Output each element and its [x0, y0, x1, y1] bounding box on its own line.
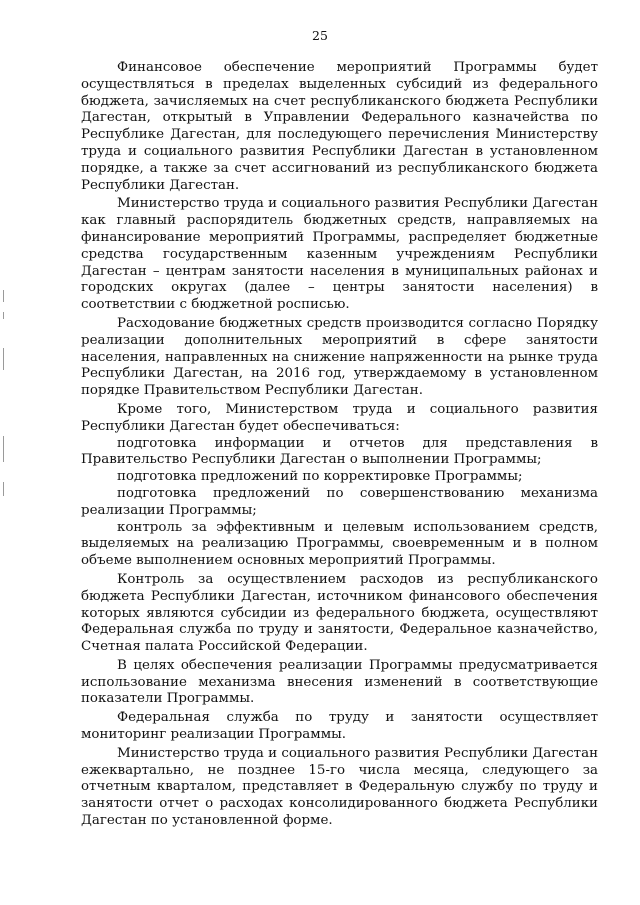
list-item: подготовка предложений по совершенствованию механизма реализации Программы;: [81, 485, 598, 518]
scan-edge-mark: [3, 348, 4, 370]
paragraph: Контроль за осуществлением расходов из республиканского бюджета Республики Дагестан, источником финансового обеспечения которых являются субсидии из федерального бюджета, осуществляют Федеральная служба по труду и занятости, Федеральное казначейство, Счетная палата Российской Федерации.: [81, 571, 598, 655]
paragraph: Министерство труда и социального развития Республики Дагестан ежеквартально, не позднее 15-го числа месяца, следующего за отчетным кварталом, представляет в Федеральную службу по труду и занятости отчет о расходах консолидированного бюджета Республики Дагестан по установленной форме.: [81, 745, 598, 829]
list-item: подготовка предложений по корректировке Программы;: [117, 469, 523, 485]
paragraph: Финансовое обеспечение мероприятий Программы будет осуществляться в пределах выделенных субсидий из федерального бюджета, зачисляемых на счет республиканского бюджета Республики Дагестан, открытый в Управлении Федерального казначейства по Республике Дагестан, для последующего перечисления Министерству труда и социального развития Республики Дагестан в установленном порядке, а также за счет ассигнований из республиканского бюджета Республики Дагестан.: [81, 60, 598, 193]
paragraph: Кроме того, Министерством труда и социального развития Республики Дагестан будет обеспечиваться:: [81, 401, 598, 434]
paragraph: В целях обеспечения реализации Программы предусматривается использование механизма внесения изменений в соответствующие показатели Программы.: [81, 657, 598, 707]
list-item: подготовка информации и отчетов для представления в Правительство Республики Дагестан о выполнении Программы;: [81, 435, 598, 468]
scan-edge-mark: [3, 290, 4, 302]
paragraph: Федеральная служба по труду и занятости осуществляет мониторинг реализации Программы.: [81, 710, 598, 743]
scan-edge-mark: [3, 312, 4, 319]
scan-edge-mark: [3, 436, 4, 462]
list-item: контроль за эффективным и целевым использованием средств, выделяемых на реализацию Программы, своевременным и в полном объеме выполнением основных мероприятий Программы.: [81, 519, 598, 569]
paragraph: Расходование бюджетных средств производится согласно Порядку реализации дополнительных мероприятий в сфере занятости населения, направленных на снижение напряженности на рынке труда Республики Дагестан, на 2016 год, утверждаемому в установленном порядке Правительством Республики Дагестан.: [81, 315, 598, 399]
scan-edge-mark: [3, 482, 4, 496]
document-body: [81, 60, 598, 830]
paragraph: Министерство труда и социального развития Республики Дагестан как главный распорядитель бюджетных средств, направляемых на финансирование мероприятий Программы, распределяет бюджетные средства государственным казенным учреждениям Республики Дагестан – центрам занятости населения в муниципальных районах и городских округах (далее – центры занятости населения) в соответствии с бюджетной росписью.: [81, 196, 598, 313]
page-number: 25: [312, 28, 328, 43]
